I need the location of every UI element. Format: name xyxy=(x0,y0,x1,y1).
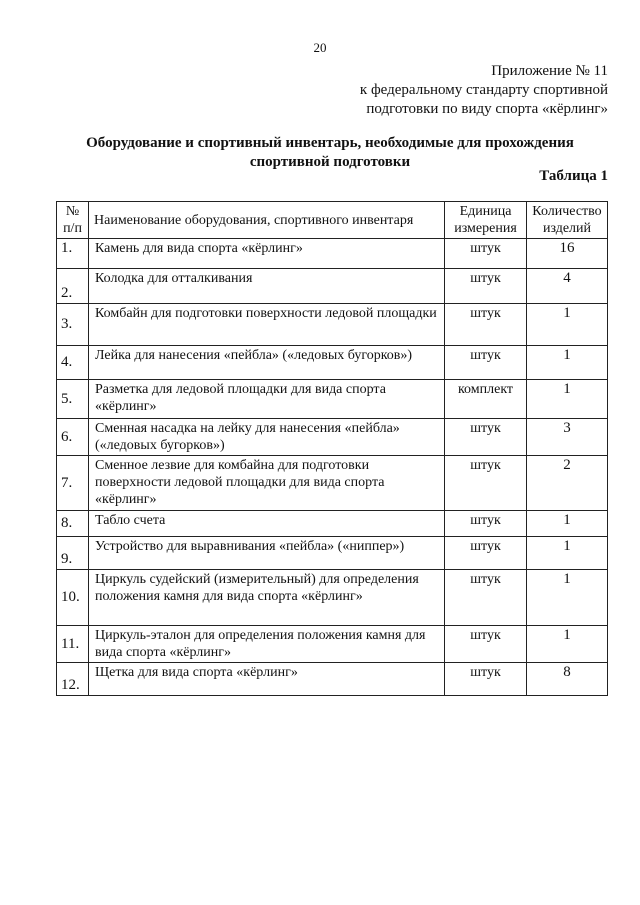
row-unit: штук xyxy=(445,304,527,346)
row-name: Камень для вида спорта «кёрлинг» xyxy=(89,239,445,269)
row-name: Щетка для вида спорта «кёрлинг» xyxy=(89,663,445,696)
row-number: 2. xyxy=(57,269,89,304)
row-name: Лейка для нанесения «пейбла» («ледовых бугорков») xyxy=(89,346,445,380)
document-title-line-1: Оборудование и спортивный инвентарь, необходимые для прохождения xyxy=(86,135,574,151)
header-unit-line-1: Единица xyxy=(459,204,512,219)
header-name: Наименование оборудования, спортивного инвентаря xyxy=(89,202,445,239)
row-number: 11. xyxy=(57,626,89,663)
table-row xyxy=(57,511,608,537)
row-number: 9. xyxy=(57,537,89,570)
row-name: Устройство для выравнивания «пейбла» («ниппер») xyxy=(89,537,445,570)
row-quantity: 2 xyxy=(527,456,608,511)
row-number: 5. xyxy=(57,380,89,419)
table-row xyxy=(57,304,608,346)
document-title-line-2: спортивной подготовки xyxy=(249,154,411,170)
row-unit: штук xyxy=(445,269,527,304)
row-quantity: 1 xyxy=(527,511,608,537)
row-name: Сменная насадка на лейку для нанесения «пейбла» («ледовых бугорков») xyxy=(89,419,445,456)
row-number: 7. xyxy=(57,456,89,511)
row-unit: штук xyxy=(445,626,527,663)
appendix-line-1: Приложение № 11 xyxy=(491,63,608,79)
row-unit: штук xyxy=(445,570,527,626)
row-quantity: 1 xyxy=(527,346,608,380)
row-number: 6. xyxy=(57,419,89,456)
row-unit: штук xyxy=(445,419,527,456)
row-name: Табло счета xyxy=(89,511,445,537)
appendix-line-3: подготовки по виду спорта «кёрлинг» xyxy=(366,101,608,117)
row-name: Колодка для отталкивания xyxy=(89,269,445,304)
row-quantity: 3 xyxy=(527,419,608,456)
row-unit: штук xyxy=(445,346,527,380)
row-name: Комбайн для подготовки поверхности ледовой площадки xyxy=(89,304,445,346)
header-unit-line-2: измерения xyxy=(454,221,517,236)
table-row xyxy=(57,419,608,456)
table-row xyxy=(57,239,608,269)
row-quantity: 4 xyxy=(527,269,608,304)
table-row xyxy=(57,269,608,304)
table-row xyxy=(57,380,608,419)
header-unit xyxy=(445,202,527,239)
row-quantity: 8 xyxy=(527,663,608,696)
row-quantity: 1 xyxy=(527,570,608,626)
row-unit: штук xyxy=(445,511,527,537)
row-number: 3. xyxy=(57,304,89,346)
table-header-row xyxy=(57,202,608,239)
header-quantity-line-1: Количество xyxy=(532,204,602,219)
row-unit: комплект xyxy=(445,380,527,419)
row-quantity: 1 xyxy=(527,304,608,346)
table-row xyxy=(57,537,608,570)
row-unit: штук xyxy=(445,239,527,269)
header-number-line-2: п/п xyxy=(63,221,82,236)
row-name: Циркуль-эталон для определения положения камня для вида спорта «кёрлинг» xyxy=(89,626,445,663)
table-row xyxy=(57,663,608,696)
header-number-line-1: № xyxy=(65,204,80,219)
header-number xyxy=(57,202,89,239)
row-name: Разметка для ледовой площадки для вида спорта «кёрлинг» xyxy=(89,380,445,419)
page-number: 20 xyxy=(313,40,327,55)
table-row xyxy=(57,456,608,511)
header-quantity xyxy=(527,202,608,239)
table-row xyxy=(57,626,608,663)
row-quantity: 1 xyxy=(527,537,608,570)
table-row xyxy=(57,346,608,380)
row-number: 1. xyxy=(57,239,89,269)
row-unit: штук xyxy=(445,663,527,696)
appendix-header xyxy=(360,62,608,119)
row-number: 4. xyxy=(57,346,89,380)
appendix-line-2: к федеральному стандарту спортивной xyxy=(359,82,608,98)
row-number: 12. xyxy=(57,663,89,696)
row-quantity: 16 xyxy=(527,239,608,269)
table-label: Таблица 1 xyxy=(539,168,608,184)
row-quantity: 1 xyxy=(527,626,608,663)
row-unit: штук xyxy=(445,537,527,570)
table-row xyxy=(57,570,608,626)
row-number: 8. xyxy=(57,511,89,537)
row-number: 10. xyxy=(57,570,89,626)
document-title xyxy=(60,134,600,172)
row-name: Циркуль судейский (измерительный) для определения положения камня для вида спорта «кёрлинг» xyxy=(89,570,445,626)
equipment-table xyxy=(56,201,608,696)
row-quantity: 1 xyxy=(527,380,608,419)
row-name: Сменное лезвие для комбайна для подготовки поверхности ледовой площадки для вида спорта «кёрлинг» xyxy=(89,456,445,511)
row-unit: штук xyxy=(445,456,527,511)
header-quantity-line-2: изделий xyxy=(542,221,592,236)
